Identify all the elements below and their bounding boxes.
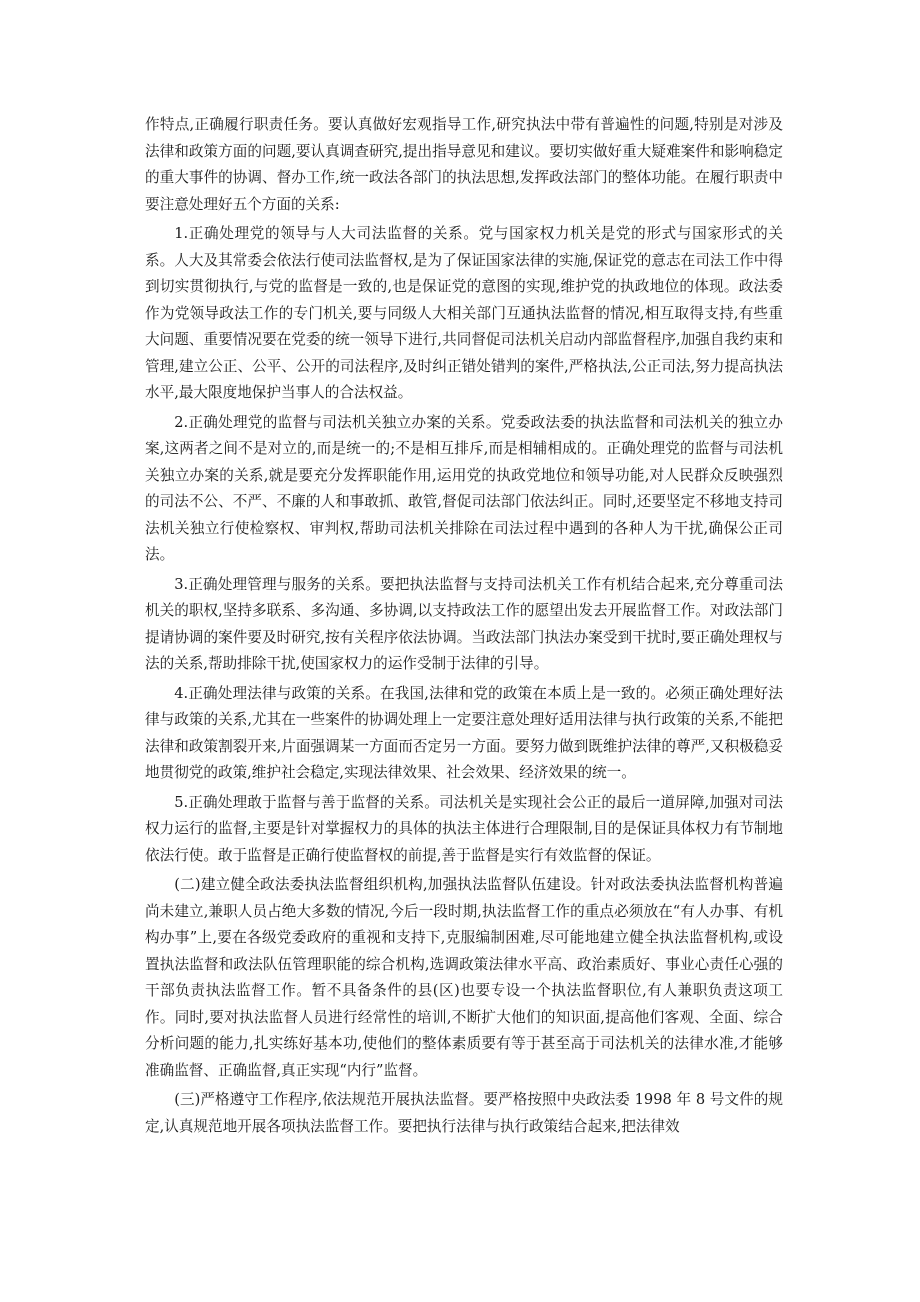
paragraph-intro: 作特点,正确履行职责任务。要认真做好宏观指导工作,研究执法中带有普遍性的问题,特别是对涉及法律和政策方面的问题,要认真调查研究,提出指导意见和建议。要切实做好重大疑难案件和影响稳定的重大事件的协调、督办工作,统一政法各部门的执法思想,发挥政法部门的整体功能。在履行职责中要注意处理好五个方面的关系: (145, 116, 783, 213)
paragraph-section-3: (三)严格遵守工作程序,依法规范开展执法监督。要严格按照中央政法委 1998 年 8 号文件的规定,认真规范地开展各项执法监督工作。要把执行法律与执行政策结合起来,把法律效 (145, 1091, 783, 1135)
paragraph-item-4: 4.正确处理法律与政策的关系。在我国,法律和党的政策在本质上是一致的。必须正确处理好法律与政策的关系,尤其在一些案件的协调处理上一定要注意处理好适用法律与执行政策的关系,不能把法律和政策割裂开来,片面强调某一方面而否定另一方面。要努力做到既维护法律的尊严,又积极稳妥地贯彻党的政策,维护社会稳定,实现法律效果、社会效果、经济效果的统一。 (145, 684, 783, 781)
paragraph-section-2: (二)建立健全政法委执法监督组织机构,加强执法监督队伍建设。针对政法委执法监督机构普遍尚未建立,兼职人员占绝大多数的情况,今后一段时期,执法监督工作的重点必须放在“有人办事、有机构办事”上,要在各级党委政府的重视和支持下,克服编制困难,尽可能地建立健全执法监督机构,或设置执法监督和政法队伍管理职能的综合机构,选调政策法律水平高、政治素质好、事业心责任心强的干部负责执法监督工作。暂不具备条件的县(区)也要专设一个执法监督职位,有人兼职负责这项工作。同时,要对执法监督人员进行经常性的培训,不断扩大他们的知识面,提高他们客观、全面、综合分析问题的能力,扎实练好基本功,使他们的整体素质要有等于甚至高于司法机关的法律水准,才能够准确监督、正确监督,真正实现“内行”监督。 (145, 876, 783, 1079)
paragraph-item-1: 1.正确处理党的领导与人大司法监督的关系。党与国家权力机关是党的形式与国家形式的关系。人大及其常委会依法行使司法监督权,是为了保证国家法律的实施,保证党的意志在司法工作中得到切实贯彻执行,与党的监督是一致的,也是保证党的意图的实现,维护党的执政地位的体现。政法委作为党领导政法工作的专门机关,要与同级人大相关部门互通执法监督的情况,相互取得支持,有些重大问题、重要情况要在党委的统一领导下进行,共同督促司法机关启动内部监督程序,加强自我约束和管理,建立公正、公平、公开的司法程序,及时纠正错处错判的案件,严格执法,公正司法,努力提高执法水平,最大限度地保护当事人的合法权益。 (145, 225, 783, 401)
paragraph-item-2: 2.正确处理党的监督与司法机关独立办案的关系。党委政法委的执法监督和司法机关的独立办案,这两者之间不是对立的,而是统一的;不是相互排斥,而是相辅相成的。正确处理党的监督与司法机关独立办案的关系,就是要充分发挥职能作用,运用党的执政党地位和领导功能,对人民群众反映强烈的司法不公、不严、不廉的人和事敢抓、敢管,督促司法部门依法纠正。同时,还要坚定不移地支持司法机关独立行使检察权、审判权,帮助司法机关排除在司法过程中遇到的各种人为干扰,确保公正司法。 (145, 413, 783, 563)
paragraph-item-3: 3.正确处理管理与服务的关系。要把执法监督与支持司法机关工作有机结合起来,充分尊重司法机关的职权,坚持多联系、多沟通、多协调,以支持政法工作的愿望出发去开展监督工作。对政法部门提请协调的案件要及时研究,按有关程序依法协调。当政法部门执法办案受到干扰时,要正确处理权与法的关系,帮助排除干扰,使国家权力的运作受制于法律的引导。 (145, 575, 783, 672)
paragraph-item-5: 5.正确处理敢于监督与善于监督的关系。司法机关是实现社会公正的最后一道屏障,加强对司法权力运行的监督,主要是针对掌握权力的具体的执法主体进行合理限制,目的是保证具体权力有节制地依法行使。敢于监督是正确行使监督权的前提,善于监督是实行有效监督的保证。 (145, 793, 783, 864)
document-body (145, 112, 783, 1143)
